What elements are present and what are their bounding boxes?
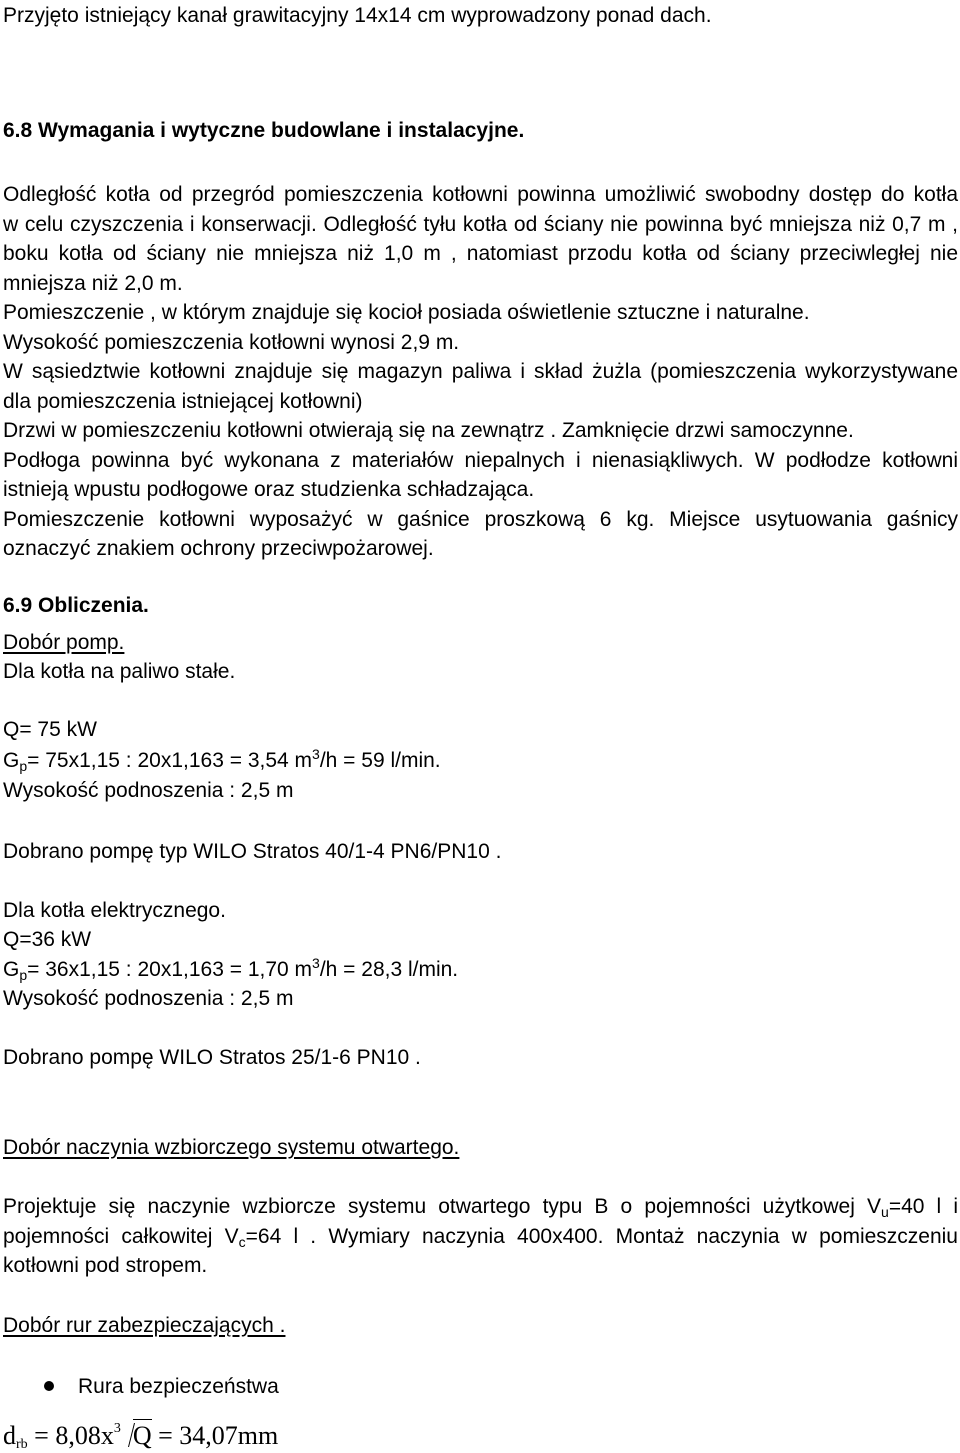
paragraph-line: Pomieszczenie kotłowni wyposażyć w gaśnice proszkową 6 kg. Miejsce usytuowania gaśnicy bbox=[3, 508, 958, 531]
paragraph-line: Odległość kotła od przegród pomieszczenia kotłowni powinna umożliwić swobodny dostęp do kotła bbox=[3, 183, 958, 206]
vessel-line: Projektuje się naczynie wzbiorcze systemu otwartego typu B o pojemności użytkowej $V_u=40$ l i bbox=[3, 1195, 959, 1220]
paragraph-line: boku kotła od ściany nie mniejsza niż 1,0 m , natomiast przodu kotła od ściany przeciwległej nie bbox=[3, 242, 958, 265]
electric-pump-head: Wysokość podnoszenia : 2,5 m bbox=[3, 987, 294, 1010]
section-6-8-heading: 6.8 Wymagania i wytyczne budowlane i instalacyjne. bbox=[3, 119, 525, 142]
electric-flow-formula: $G_p= 36x1,15$ : 20x1,163 = 1,70 $m^3/h = 28,3$ l/min. bbox=[3, 955, 459, 983]
solid-power: Q= 75 kW bbox=[3, 718, 97, 741]
paragraph-line: dla pomieszczenia istniejącej kotłowni) bbox=[3, 390, 363, 413]
solid-flow-formula: $G_p= 75x1,15$ : 20x1,163 = 3,54 $m^3/h = 59$ l/min. bbox=[3, 746, 441, 774]
paragraph-line: W sąsiedztwie kotłowni znajduje się magazyn paliwa i skład żużla (pomieszczenia wykorzystywane bbox=[3, 360, 958, 383]
pumps-subheading: Dobór pomp. bbox=[3, 631, 125, 654]
vessel-line: kotłowni pod stropem. bbox=[3, 1254, 208, 1277]
safety-pipes-subheading: Dobór rur zabezpieczających . bbox=[3, 1314, 286, 1337]
solid-pump-head: Wysokość podnoszenia : 2,5 m bbox=[3, 779, 294, 802]
paragraph-line: Drzwi w pomieszczeniu kotłowni otwierają się na zewnątrz . Zamknięcie drzwi samoczynne. bbox=[3, 419, 854, 442]
bullet-icon bbox=[44, 1381, 54, 1391]
intro-text: Przyjęto istniejący kanał grawitacyjny 14x14 cm wyprowadzony ponad dach. bbox=[3, 4, 712, 27]
vessel-subheading: Dobór naczynia wzbiorczego systemu otwartego. bbox=[3, 1136, 460, 1159]
bullet-item-safety-pipe: Rura bezpieczeństwa bbox=[78, 1375, 279, 1398]
safety-pipe-formula: $d_{rb} = 8,08x^3$ Q = 34,07mm bbox=[3, 1421, 279, 1452]
paragraph-line: mniejsza niż 2,0 m. bbox=[3, 272, 183, 295]
paragraph-line: oznaczyć znakiem ochrony przeciwpożarowej. bbox=[3, 537, 434, 560]
electric-title: Dla kotła elektrycznego. bbox=[3, 899, 226, 922]
paragraph-line: istnieją wpustu podłogowe oraz studzienka schładzająca. bbox=[3, 478, 535, 501]
electric-pump-chosen: Dobrano pompę WILO Stratos 25/1-6 PN10 . bbox=[3, 1046, 421, 1069]
paragraph-line: Wysokość pomieszczenia kotłowni wynosi 2,9 m. bbox=[3, 331, 460, 354]
vessel-line: pojemności całkowitej $V_c=64$ l . Wymiary naczynia 400x400. Montaż naczynia w pomieszczeniu bbox=[3, 1225, 958, 1250]
solid-fuel-title: Dla kotła na paliwo stałe. bbox=[3, 660, 236, 683]
paragraph-line: w celu czyszczenia i konserwacji. Odległość tyłu kotła od ściany nie powinna być mniejsza niż 0,7 m , bbox=[3, 213, 958, 236]
paragraph-line: Podłoga powinna być wykonana z materiałów niepalnych i nienasiąkliwych. W podłodze kotłowni bbox=[3, 449, 958, 472]
solid-pump-chosen: Dobrano pompę typ WILO Stratos 40/1-4 PN6/PN10 . bbox=[3, 840, 502, 863]
paragraph-line: Pomieszczenie , w którym znajduje się kocioł posiada oświetlenie sztuczne i naturalne. bbox=[3, 301, 810, 324]
electric-power: Q=36 kW bbox=[3, 928, 92, 951]
section-6-9-heading: 6.9 Obliczenia. bbox=[3, 594, 149, 617]
